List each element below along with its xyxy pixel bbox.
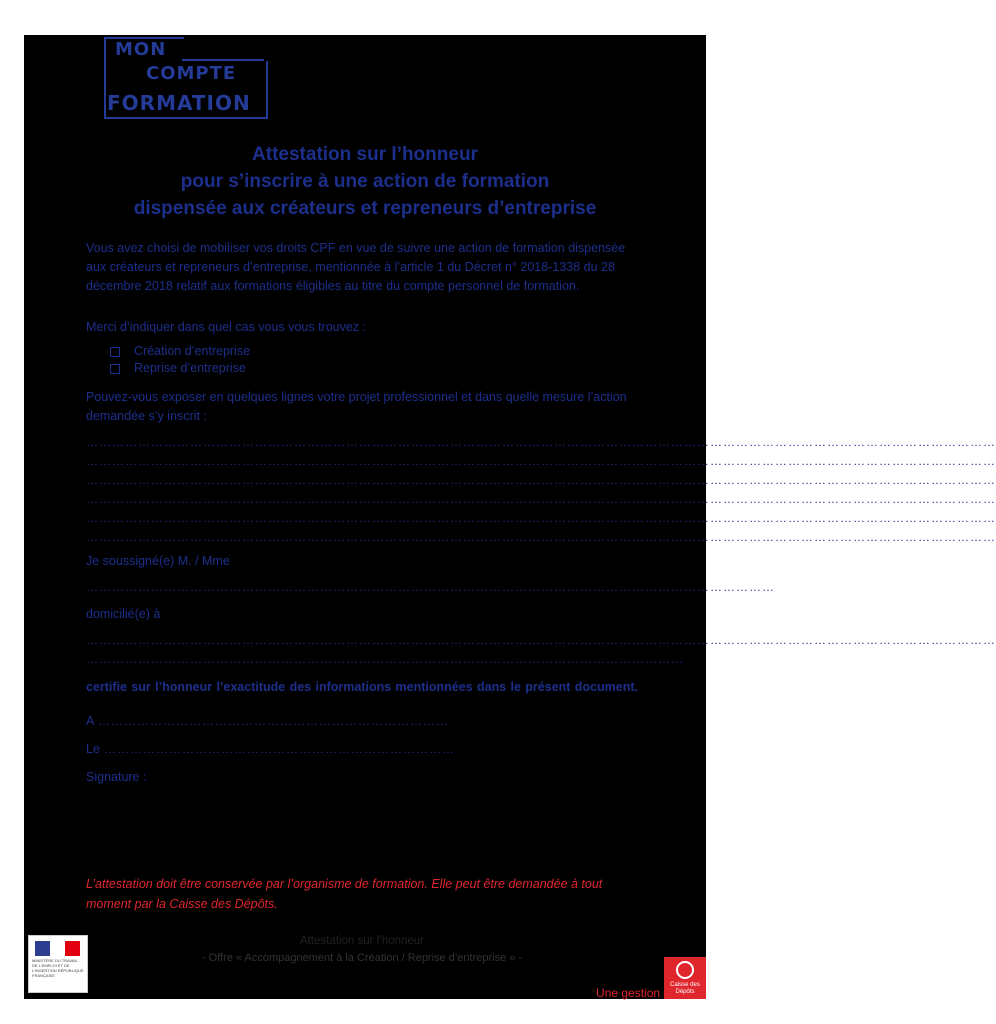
cdc-logo-text: Caisse des Dépôts (670, 982, 700, 995)
intro-paragraph: Vous avez choisi de mobiliser vos droits CPF en vue de suivre une action de formation dispensée aux créateurs et repreneurs d’entreprise, mentionnée à l’article 1 du Décret n° 2018-1338 du 28 décembre 2018 relatif aux formations éligibles au titre du compte personnel de formation. (86, 241, 626, 293)
checkbox-creation[interactable] (110, 347, 120, 357)
project-line-2[interactable]: ………………………………………………………………………………………………………………………………………………………………………………………… (86, 454, 996, 468)
project-prompt: Pouvez-vous exposer en quelques lignes votre projet professionnel et dans quelle mesure l’action demandée s’y inscrit : (86, 390, 627, 423)
date-label: Le (86, 742, 100, 756)
cdc-emblem-icon (676, 961, 694, 979)
title-line-3: dispensée aux créateurs et repreneurs d’entreprise (133, 198, 597, 219)
project-line-4[interactable]: ………………………………………………………………………………………………………………………………………………………………………………………… (86, 492, 996, 506)
project-line-5[interactable]: ………………………………………………………………………………………………………………………………………………………………………………………… (86, 511, 996, 525)
checkbox-reprise[interactable] (110, 364, 120, 374)
signature-label: Signature : (86, 770, 147, 784)
logo-line-1: MON (115, 39, 167, 60)
conservation-warning: L’attestation doit être conservée par l’organisme de formation. Elle peut être demandée à tout moment par la Caisse des Dépôts. (86, 877, 603, 911)
document-title (24, 141, 706, 222)
project-line-6[interactable]: ………………………………………………………………………………………………………………………………………………………………………………………… (86, 530, 996, 544)
project-line-3[interactable]: ………………………………………………………………………………………………………………………………………………………………………………………… (86, 473, 996, 487)
place-label: A (86, 714, 95, 728)
mon-compte-formation-logo (104, 37, 266, 119)
title-line-1: Attestation sur l’honneur (252, 144, 478, 165)
date-field[interactable]: ……………………………………………………………………… (104, 742, 455, 756)
domicile-label: domicilié(e) à (86, 607, 161, 621)
place-field[interactable]: ……………………………………………………………………… (98, 714, 449, 728)
footer-title: Attestation sur l’honneur (299, 935, 425, 947)
ministry-text: MINISTÈRE DU TRAVAIL, DE L'EMPLOI ET DE L'INSERTION RÉPUBLIQUE FRANÇAISE (32, 958, 84, 978)
certification-statement: certifie sur l’honneur l’exactitude des informations mentionnées dans le présent document. (86, 680, 638, 694)
caisse-des-depots-logo (664, 957, 706, 999)
name-field[interactable]: …………………………………………………………………………………………………………………………………………… (86, 580, 775, 594)
question-text: Merci d’indiquer dans quel cas vous vous trouvez : (86, 320, 367, 334)
footer-subtitle: - Offre « Accompagnement à la Création / Reprise d’entreprise » - (201, 952, 523, 964)
option-creation-label: Création d’entreprise (134, 344, 251, 358)
address-line-1[interactable]: ………………………………………………………………………………………………………………………………………………………………………………………… (86, 633, 996, 647)
address-line-2[interactable]: ………………………………………………………………………………………………………………………… (86, 652, 684, 666)
title-line-2: pour s’inscrire à une action de formation (180, 171, 550, 192)
une-gestion-text: Une gestion (596, 986, 661, 1000)
undersigned-label: Je soussigné(e) M. / Mme (86, 554, 230, 568)
project-line-1[interactable]: ………………………………………………………………………………………………………………………………………………………………………………………… (86, 435, 996, 449)
logo-line-2: COMPTE (146, 63, 237, 84)
logo-line-3: FORMATION (107, 91, 251, 115)
option-reprise[interactable] (110, 360, 246, 377)
document-page (24, 35, 996, 999)
option-creation[interactable] (110, 343, 250, 360)
option-reprise-label: Reprise d’entreprise (134, 361, 246, 375)
